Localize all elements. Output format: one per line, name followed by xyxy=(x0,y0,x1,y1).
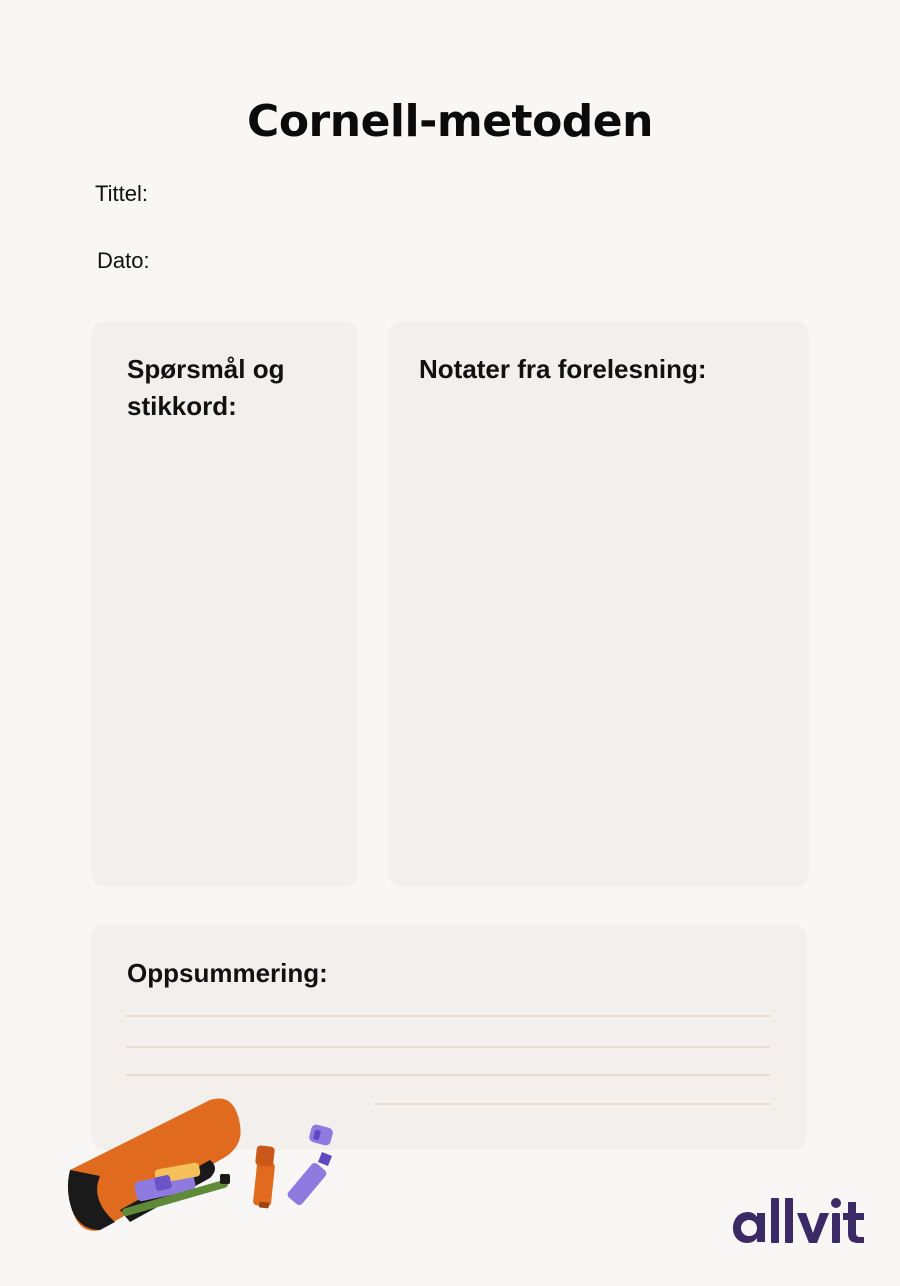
notes-heading: Notater fra forelesning: xyxy=(419,354,707,384)
summary-heading: Oppsummering: xyxy=(127,958,328,988)
cues-panel xyxy=(91,321,358,887)
summary-line xyxy=(126,1015,770,1017)
page-title: Cornell-metoden xyxy=(247,96,653,147)
notes-panel xyxy=(388,321,809,887)
cues-heading-line1: Spørsmål og xyxy=(127,354,285,384)
date-field-label: Dato: xyxy=(97,248,150,273)
summary-line xyxy=(126,1046,770,1048)
purple-highlighter-icon xyxy=(286,1123,334,1206)
cues-heading-line2: stikkord: xyxy=(127,391,237,421)
orange-highlighter-icon xyxy=(253,1145,276,1208)
pencil-case-icon xyxy=(68,1098,241,1230)
title-field-label: Tittel: xyxy=(95,181,148,206)
pencil-case-illustration xyxy=(60,1090,360,1240)
allvit-logo xyxy=(730,1190,875,1250)
cues-heading xyxy=(127,351,284,425)
summary-line xyxy=(126,1074,770,1076)
summary-line xyxy=(375,1103,770,1105)
